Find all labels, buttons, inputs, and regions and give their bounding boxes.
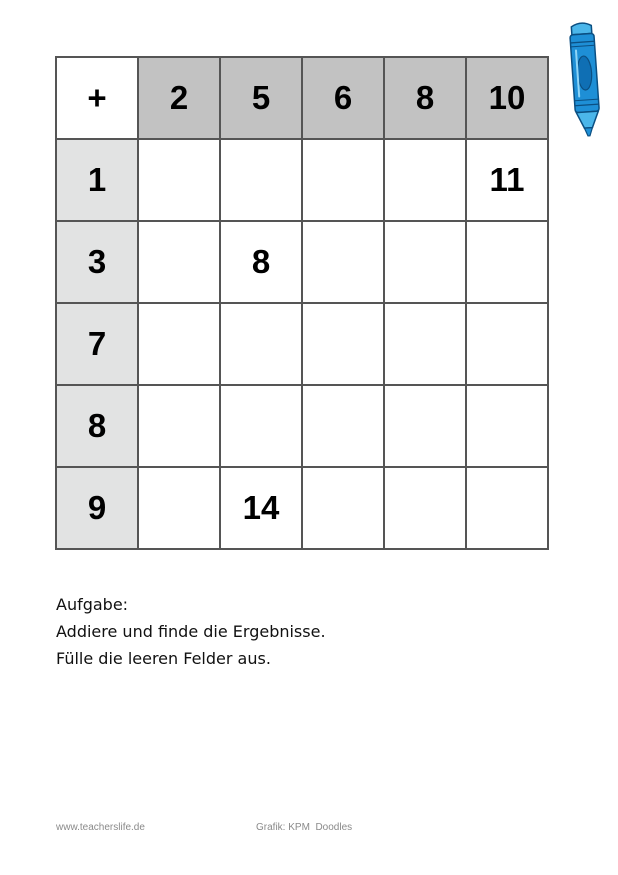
blue-crayon-icon [567, 20, 603, 138]
column-header: 8 [384, 57, 466, 139]
answer-cell[interactable] [138, 303, 220, 385]
answer-cell[interactable] [302, 221, 384, 303]
column-header: 5 [220, 57, 302, 139]
table-row [56, 139, 548, 221]
answer-cell[interactable] [466, 303, 548, 385]
column-header: 10 [466, 57, 548, 139]
table-row [56, 467, 548, 549]
row-header: 3 [56, 221, 138, 303]
table-row [56, 221, 548, 303]
operator-cell: + [56, 57, 138, 139]
answer-cell[interactable] [466, 467, 548, 549]
answer-cell[interactable] [138, 221, 220, 303]
answer-cell[interactable] [384, 221, 466, 303]
answer-cell[interactable] [138, 385, 220, 467]
footer-website: www.teacherslife.de [56, 822, 145, 833]
answer-cell[interactable] [138, 139, 220, 221]
task-line: Addiere und finde die Ergebnisse. [56, 622, 326, 641]
answer-cell[interactable]: 8 [220, 221, 302, 303]
header-row [56, 57, 548, 139]
task-heading: Aufgabe: [56, 595, 129, 614]
row-header: 9 [56, 467, 138, 549]
answer-cell[interactable] [466, 221, 548, 303]
answer-cell[interactable] [220, 303, 302, 385]
addition-table [55, 56, 549, 550]
answer-cell[interactable] [384, 385, 466, 467]
answer-cell[interactable] [302, 303, 384, 385]
task-instructions [56, 591, 326, 672]
answer-cell[interactable] [384, 467, 466, 549]
task-line: Fülle die leeren Felder aus. [56, 649, 271, 668]
answer-cell[interactable] [138, 467, 220, 549]
row-header: 8 [56, 385, 138, 467]
answer-cell[interactable] [302, 385, 384, 467]
column-header: 6 [302, 57, 384, 139]
footer-credit: Grafik: KPM Doodles [256, 822, 353, 833]
column-header: 2 [138, 57, 220, 139]
answer-cell[interactable] [302, 467, 384, 549]
answer-cell[interactable]: 11 [466, 139, 548, 221]
answer-cell[interactable] [384, 139, 466, 221]
row-header: 7 [56, 303, 138, 385]
table-row [56, 303, 548, 385]
answer-cell[interactable] [384, 303, 466, 385]
answer-cell[interactable] [220, 385, 302, 467]
answer-cell[interactable]: 14 [220, 467, 302, 549]
row-header: 1 [56, 139, 138, 221]
answer-cell[interactable] [466, 385, 548, 467]
answer-cell[interactable] [302, 139, 384, 221]
answer-cell[interactable] [220, 139, 302, 221]
table-row [56, 385, 548, 467]
